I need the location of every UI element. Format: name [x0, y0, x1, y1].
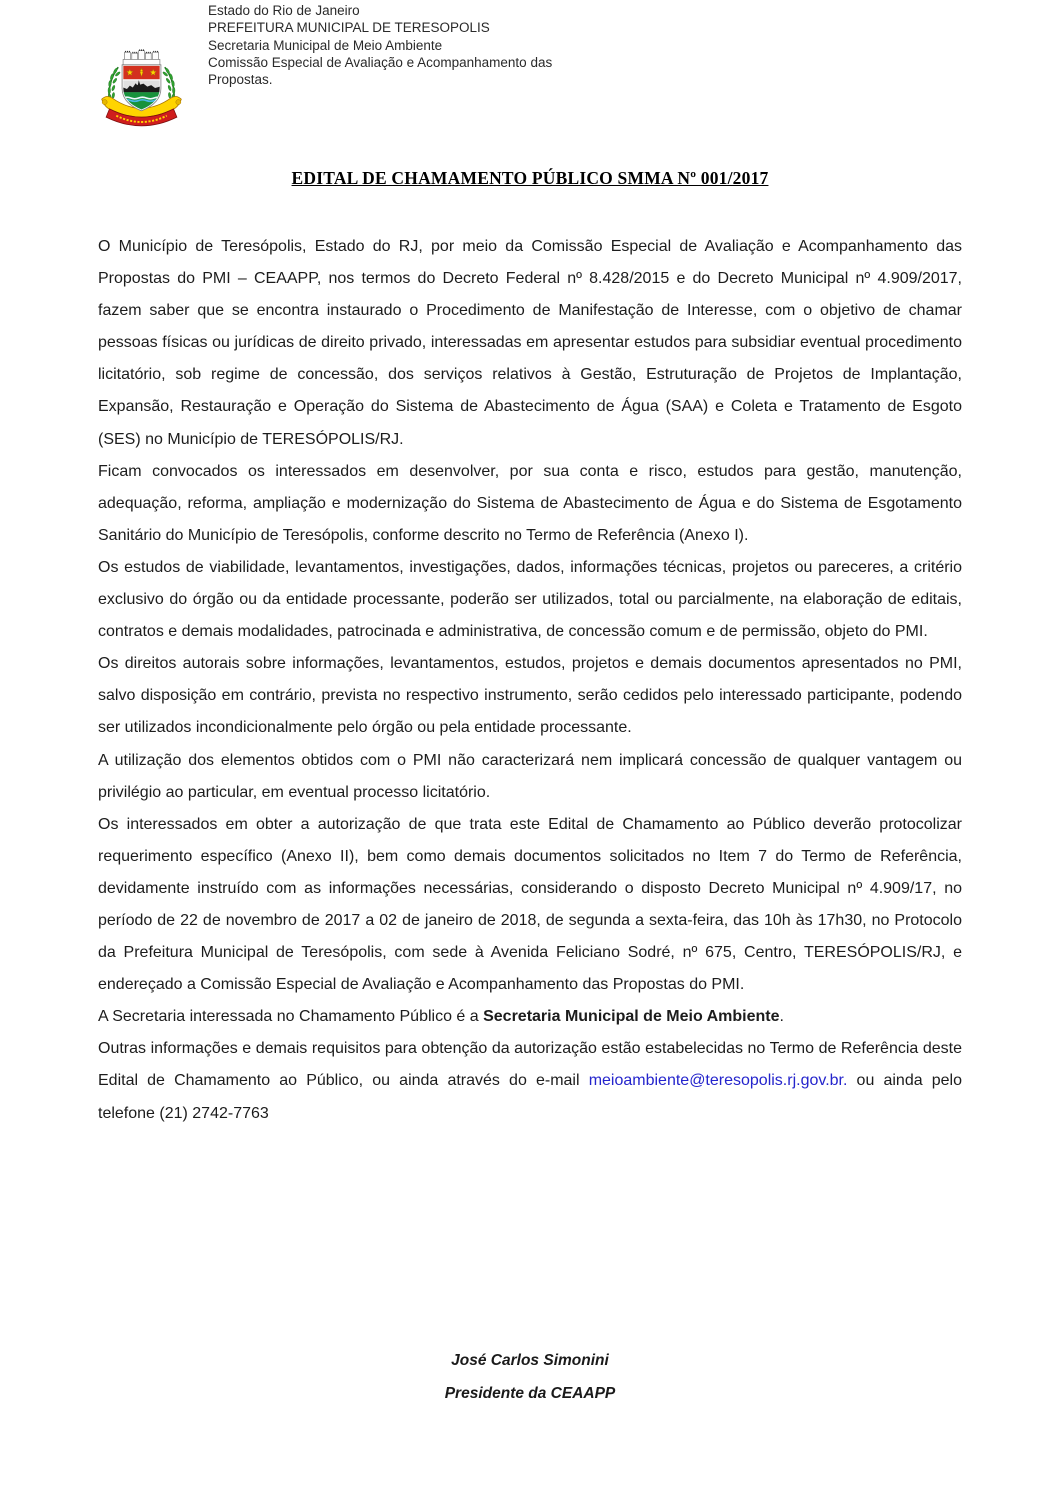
- text-segment: ou ainda pelo telefone (21) 2742-7763: [98, 1072, 963, 1122]
- text-segment: Outras informações e demais requisitos para obtenção da autorização estão estabelecidas no Termo de Referência deste Edital de Chamamento ao Público, ou ainda através do e-mail: [98, 1040, 962, 1090]
- letterhead-line: Comissão Especial de Avaliação e Acompanhamento das: [208, 54, 553, 70]
- body-paragraph: [98, 456, 962, 552]
- email-link[interactable]: meioambiente@teresopolis.rj.gov.br.: [588, 1072, 848, 1090]
- body-paragraph: [98, 809, 962, 1002]
- document-body: [98, 231, 962, 1130]
- text-segment: A Secretaria interessada no Chamamento Público é a: [98, 1008, 484, 1026]
- text-segment: Os estudos de viabilidade, levantamentos, investigações, dados, informações técnicas, projetos ou pareceres, a critério exclusivo do órgão ou da entidade processante, poderão ser utilizados, total ou parcialmente, na elaboração de editais, contratos e demais modalidades, patrocinada e administrativa, de concessão comum e de permissão, objeto do PMI.: [98, 558, 962, 641]
- signature-block: [0, 1345, 1060, 1410]
- body-paragraph: [98, 745, 962, 809]
- text-segment: O Município de Teresópolis, Estado do RJ, por meio da Comissão Especial de Avaliação e Acompanhamento das Propostas do PMI – CEAAPP, nos termos do Decreto Federal nº 8.428/2015 e do Decreto Municipal nº 4.909/2017, fazem saber que se encontra instaurado o Procedimento de Manifestação de Interesse, com o objetivo de chamar pessoas físicas ou jurídicas de direito privado, interessadas em apresentar estudos para subsidiar eventual procedimento licitatório, sob regime de concessão, dos serviços relativos à Gestão, Estruturação de Projetos de Implantação, Expansão, Restauração e Operação do Sistema de Abastecimento de Água (SAA) e Coleta e Tratamento de Esgoto (SES) no Município de TERESÓPOLIS/RJ.: [98, 238, 962, 448]
- text-segment: .: [779, 1008, 784, 1026]
- body-paragraph: [98, 1033, 962, 1129]
- body-paragraph: [98, 1001, 962, 1033]
- text-segment: Os interessados em obter a autorização de que trata este Edital de Chamamento ao Público deverão protocolizar requerimento específico (Anexo II), bem como demais documentos solicitados no Item 7 do Termo de Referência, devidamente instruído com as informações necessárias, considerando o disposto Decreto Municipal nº 4.909/17, no período de 22 de novembro de 2017 a 02 de janeiro de 2018, de segunda a sexta-feira, das 10h às 17h30, no Protocolo da Prefeitura Municipal de Teresópolis, com sede à Avenida Feliciano Sodré, nº 675, Centro, TERESÓPOLIS/RJ, e endereçado a Comissão Especial de Avaliação e Acompanhamento das Propostas do PMI.: [98, 815, 962, 994]
- text-segment: Os direitos autorais sobre informações, levantamentos, estudos, projetos e demais documentos apresentados no PMI, salvo disposição em contrário, prevista no respectivo instrumento, serão cedidos pelo interessado participante, podendo ser utilizados incondicionalmente pelo órgão ou pela entidade processante.: [98, 655, 962, 737]
- body-paragraph: [98, 231, 962, 456]
- letterhead: [208, 2, 552, 88]
- text-segment: Ficam convocados os interessados em desenvolver, por sua conta e risco, estudos para gestão, manutenção, adequação, reforma, ampliação e modernização do Sistema de Abastecimento de Água e do Sistema de Esgotamento Sanitário do Município de Teresópolis, conforme descrito no Termo de Referência (Anexo I).: [98, 462, 962, 544]
- body-paragraph: [98, 648, 962, 744]
- shield: [122, 65, 162, 112]
- letterhead-line: Propostas.: [208, 72, 273, 88]
- text-segment: Secretaria Municipal de Meio Ambiente: [483, 1008, 780, 1026]
- signature-role: Presidente da CEAAPP: [444, 1384, 616, 1402]
- letterhead-line: PREFEITURA MUNICIPAL DE TERESOPOLIS: [208, 20, 490, 36]
- teresopolis-coat-of-arms-logo: [93, 42, 190, 137]
- text-segment: A utilização dos elementos obtidos com o PMI não caracterizará nem implicará concessão de qualquer vantagem ou privilégio ao particular, em eventual processo licitatório.: [98, 751, 962, 801]
- document-title: EDITAL DE CHAMAMENTO PÚBLICO SMMA Nº 001/2017: [291, 168, 769, 188]
- letterhead-line: Secretaria Municipal de Meio Ambiente: [208, 37, 443, 53]
- signature-name: José Carlos Simonini: [451, 1352, 609, 1369]
- letterhead-line: Estado do Rio de Janeiro: [208, 3, 360, 18]
- mural-crown: [123, 49, 160, 64]
- body-paragraph: [98, 552, 962, 648]
